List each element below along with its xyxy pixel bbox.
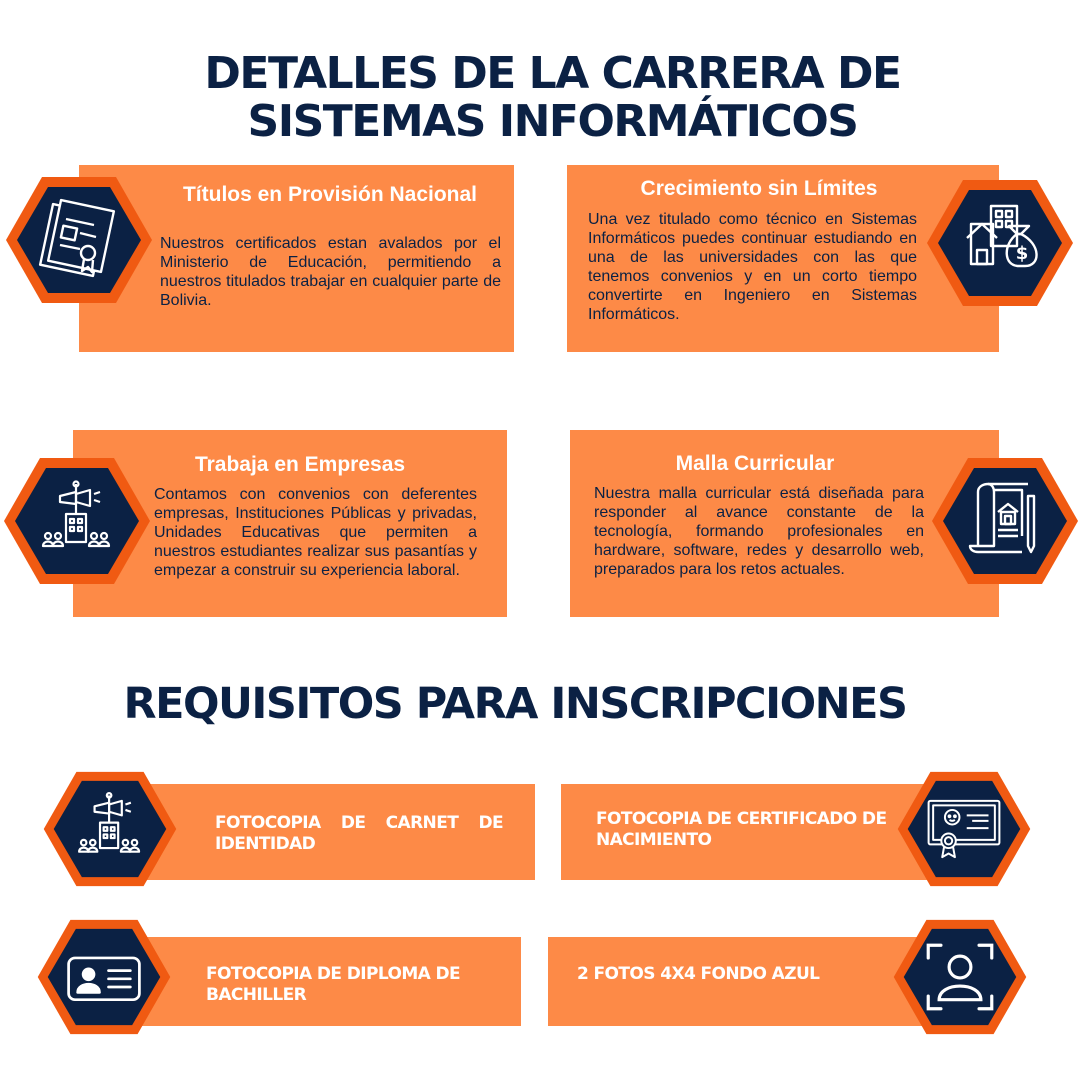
birth-certificate-icon xyxy=(894,770,1034,888)
detail-card-malla-title: Malla Curricular xyxy=(675,452,835,475)
detail-card-malla-text: Nuestra malla curricular está diseñada para responder al avance constante de la tecnología, formando profesionales en hardware, software, redes y desarrollo web, preparados para los retos actuales. xyxy=(594,485,924,578)
page-title-line-1: DETALLES DE LA CARRERA DE xyxy=(204,48,901,99)
requirements-title: REQUISITOS PARA INSCRIPCIONES xyxy=(123,679,907,729)
photo-frame-person-icon xyxy=(890,918,1030,1036)
detail-card-titulos-title: Títulos en Provisión Nacional xyxy=(182,183,478,206)
company-building-people-icon xyxy=(40,770,180,888)
detail-card-crecimiento-title: Crecimiento sin Límites xyxy=(640,177,878,200)
requirement-carnet-label: FOTOCOPIA DE CARNET DE IDENTIDAD xyxy=(215,813,503,854)
company-building-people-icon xyxy=(2,456,152,586)
buildings-money-bag-icon xyxy=(925,178,1075,308)
requirement-certificado-label: FOTOCOPIA DE CERTIFICADO DE NACIMIENTO xyxy=(596,809,887,850)
detail-card-empresas-title: Trabaja en Empresas xyxy=(194,453,406,476)
detail-card-crecimiento-text: Una vez titulado como técnico en Sistemas Informáticos puedes continuar estudiando en una de las universidades con las que tenemos convenios y en un corto tiempo convertirte en Ingeniero en Sistemas Informáticos. xyxy=(588,211,917,323)
curriculum-scroll-icon xyxy=(930,456,1080,586)
id-card-icon xyxy=(34,918,174,1036)
page-title xyxy=(0,50,1080,146)
svg-text:$: $ xyxy=(1015,243,1029,264)
page-title-line-2: SISTEMAS INFORMÁTICOS xyxy=(247,96,858,147)
requirement-fotos-label: 2 FOTOS 4X4 FONDO AZUL xyxy=(577,964,820,984)
detail-card-titulos-text: Nuestros certificados estan avalados por el Ministerio de Educación, permitiendo a nuestros titulados trabajar en cualquier parte de Bolivia. xyxy=(160,235,501,309)
detail-card-empresas-text: Contamos con convenios con deferentes empresas, Instituciones Públicas y privadas, Unidades Educativas que permiten a nuestros estudiantes realizar sus pasantías y empezar a construir su experiencia laboral. xyxy=(154,486,477,579)
certificate-document-icon xyxy=(4,175,154,305)
requirement-diploma-label: FOTOCOPIA DE DIPLOMA DE BACHILLER xyxy=(206,964,461,1005)
